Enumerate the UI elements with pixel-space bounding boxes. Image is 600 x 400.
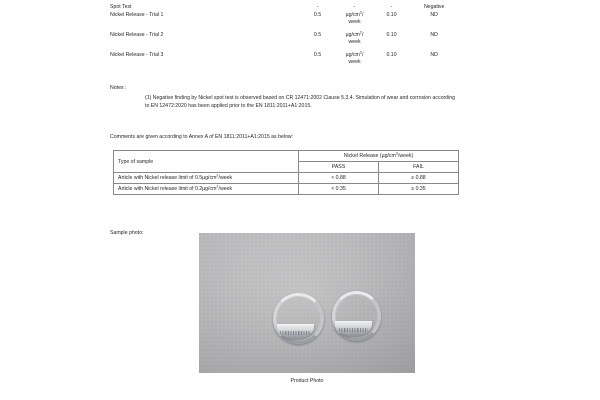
sample-photo-label: Sample photo: <box>110 230 144 236</box>
limit-value: 0.5 <box>313 32 322 38</box>
mdl-value: 0.10 <box>386 52 397 58</box>
unit-value: $\mu g/cm^2/$ week <box>345 30 364 45</box>
limit-value: 0.5 <box>313 52 322 58</box>
test-results-table <box>110 4 460 65</box>
table-row <box>114 173 459 184</box>
ring-right <box>332 291 375 335</box>
table-header-row <box>114 151 459 162</box>
result-value: Negative <box>423 4 445 10</box>
ring-engraving-left <box>280 331 311 335</box>
ring-engraving-right <box>339 328 369 332</box>
analyte-name: Nickel Release - Trial 2 <box>110 32 164 38</box>
analyte-name: Spot Test <box>110 4 132 10</box>
notes-label: Notes : <box>110 85 127 91</box>
pass-value: < 0.35 <box>299 184 379 195</box>
table-row <box>110 52 460 65</box>
fail-value: ≥ 0.88 <box>379 173 459 184</box>
mdl-value: 0.10 <box>386 12 397 18</box>
result-value: ND <box>430 32 438 38</box>
row-spacer <box>110 45 460 52</box>
pass-value: < 0.88 <box>299 173 379 184</box>
table-row <box>114 184 459 195</box>
notes-item-1: (1) Negative finding by Nickel spot test is observed based on CR 12471:2002 Clause 5.3.4. Simulation of wear and corrosion according to EN 12472:2020 has been applied prior to the EN 1811:2011+A1:2015. <box>145 95 455 110</box>
sample-type: Article with Nickel release limit of $0.2\mu g/cm^2$/week <box>114 184 299 195</box>
annex-comparison-table <box>113 150 459 195</box>
mdl-value: - <box>390 4 393 10</box>
unit-value: $\mu g/cm^2/$ week <box>345 10 364 25</box>
table-row <box>110 4 460 12</box>
analyte-name: Nickel Release - Trial 3 <box>110 52 164 58</box>
nickel-release-group-header: Nickel Release $(\mu g/cm^2/week)$ <box>299 151 459 162</box>
result-value: ND <box>430 52 438 58</box>
ring-left <box>273 293 318 338</box>
table-row <box>110 32 460 45</box>
limit-value: 0.5 <box>313 12 322 18</box>
row-spacer <box>110 25 460 32</box>
pass-header: PASS <box>299 162 379 173</box>
mdl-value: 0.10 <box>386 32 397 38</box>
limit-value: - <box>316 4 319 10</box>
analyte-name: Nickel Release - Trial 1 <box>110 12 164 18</box>
table-row <box>110 12 460 25</box>
fail-header: FAIL <box>379 162 459 173</box>
unit-value: - <box>353 4 356 10</box>
comments-intro: Comments are given according to Annex A of EN 1811:2011+A1:2015 as below: <box>110 134 294 140</box>
product-photo <box>199 233 415 373</box>
unit-value: $\mu g/cm^2/$ week <box>345 50 364 65</box>
product-photo-caption: Product Photo <box>290 378 324 384</box>
sample-type: Article with Nickel release limit of $0.5\mu g/cm^2$/week <box>114 173 299 184</box>
type-of-sample-header: Type of sample <box>114 151 299 173</box>
fail-value: ≥ 0.35 <box>379 184 459 195</box>
result-value: ND <box>430 12 438 18</box>
